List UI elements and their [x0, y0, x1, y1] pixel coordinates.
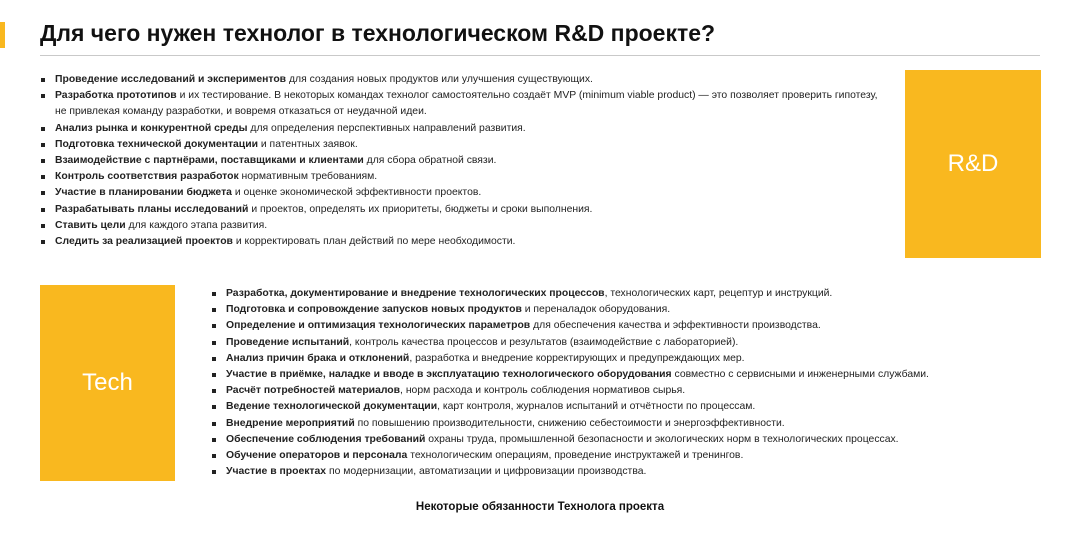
rd-duty-item: Участие в планировании бюджета и оценке экономической эффективности проектов. [40, 185, 890, 201]
tech-duty-item: Определение и оптимизация технологических параметров для обеспечения качества и эффективности производства. [211, 318, 1051, 334]
slide-caption: Некоторые обязанности Технолога проекта [415, 501, 665, 513]
rd-duty-item: Разработка прототипов и их тестирование. В некоторых командах технолог самостоятельно создаёт MVP (minimum viable product) — это позволяет проверить гипотезу, не привлекая команду разработки, и вовремя отказаться от неудачной идеи. [40, 88, 890, 120]
tech-duty-item: Участие в проектах по модернизации, автоматизации и цифровизации производства. [211, 464, 1051, 480]
rd-box-label: R&D [947, 150, 999, 177]
tech-duty-item: Расчёт потребностей материалов, норм расхода и контроль соблюдения нормативов сырья. [211, 383, 1051, 399]
rd-duty-item: Взаимодействие с партнёрами, поставщиками и клиентами для сбора обратной связи. [40, 153, 890, 169]
rd-duty-item: Ставить цели для каждого этапа развития. [40, 218, 890, 234]
rd-duties-list [40, 72, 890, 250]
slide-title: Для чего нужен технолог в технологическом R&D проекте? [40, 20, 716, 46]
title-divider [40, 55, 1040, 56]
rd-duty-item: Проведение исследований и экспериментов для создания новых продуктов или улучшения существующих. [40, 72, 890, 88]
tech-duty-item: Проведение испытаний, контроль качества процессов и результатов (взаимодействие с лабораторией). [211, 335, 1051, 351]
rd-duty-item: Контроль соответствия разработок нормативным требованиям. [40, 169, 890, 185]
rd-duty-item: Анализ рынка и конкурентной среды для определения перспективных направлений развития. [40, 121, 890, 137]
tech-duty-item: Участие в приёмке, наладке и вводе в эксплуатацию технологического оборудования совместно с сервисными и инженерными службами. [211, 367, 1051, 383]
rd-box [905, 70, 1041, 258]
tech-duties-list [211, 286, 1051, 480]
tech-box [40, 285, 175, 481]
title-accent-bar [0, 22, 5, 48]
tech-duty-item: Ведение технологической документации, карт контроля, журналов испытаний и отчётности по процессам. [211, 399, 1051, 415]
tech-duty-item: Разработка, документирование и внедрение технологических процессов, технологических карт, рецептур и инструкций. [211, 286, 1051, 302]
tech-duty-item: Обеспечение соблюдения требований охраны труда, промышленной безопасности и экологических норм в технологических процессах. [211, 432, 1051, 448]
rd-duty-item: Следить за реализацией проектов и корректировать план действий по мере необходимости. [40, 234, 890, 250]
tech-duty-item: Подготовка и сопровождение запусков новых продуктов и переналадок оборудования. [211, 302, 1051, 318]
tech-box-label: Tech [82, 369, 133, 396]
tech-duty-item: Обучение операторов и персонала технологическим операциям, проведение инструктажей и тренингов. [211, 448, 1051, 464]
tech-duty-item: Анализ причин брака и отклонений, разработка и внедрение корректирующих и предупреждающих мер. [211, 351, 1051, 367]
tech-duty-item: Внедрение мероприятий по повышению производительности, снижению себестоимости и энергоэффективности. [211, 416, 1051, 432]
rd-duty-item: Подготовка технической документации и патентных заявок. [40, 137, 890, 153]
rd-duty-item: Разрабатывать планы исследований и проектов, определять их приоритеты, бюджеты и сроки выполнения. [40, 202, 890, 218]
